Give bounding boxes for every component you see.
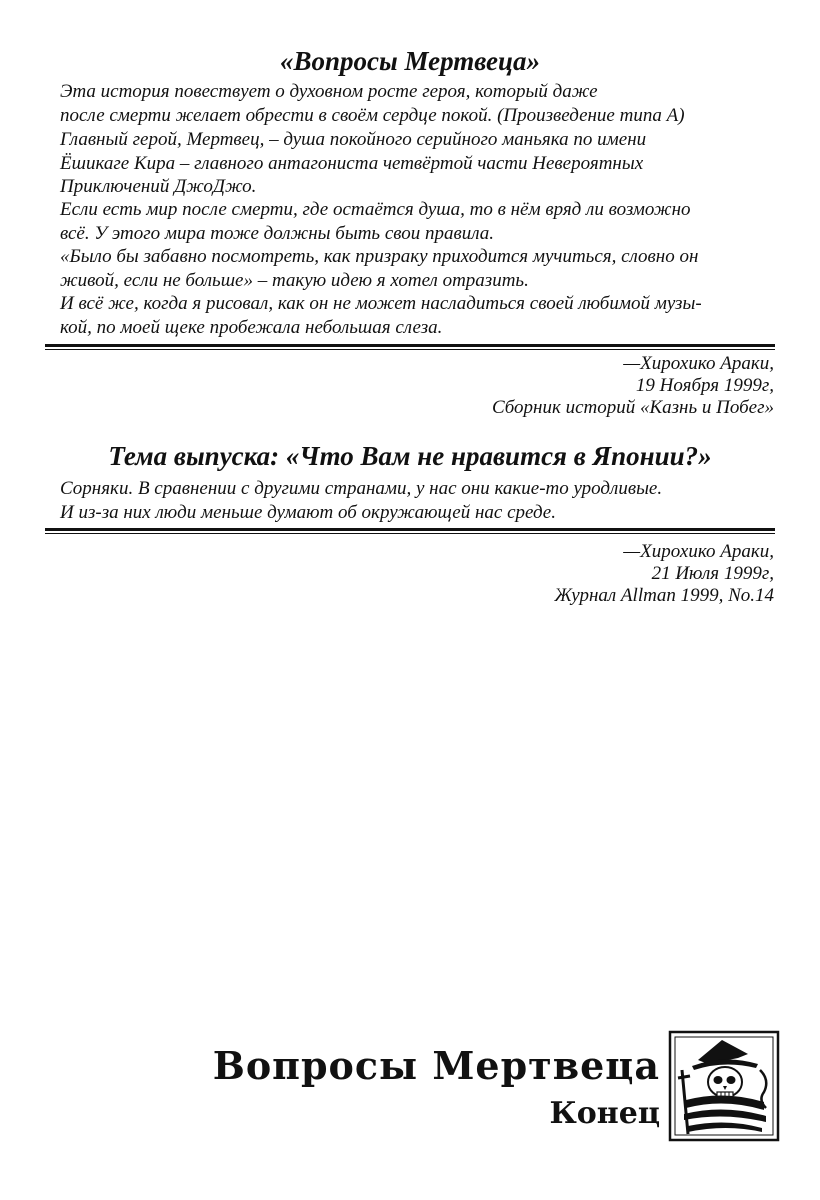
paragraph-4: «Было бы забавно посмотреть, как призраку приходится мучиться, словно он живой, если не больше» – такую идею я хотел отразить. — [60, 246, 699, 291]
paragraph-3: Если есть мир после смерти, где остаётся душа, то в нём вряд ли возможно всё. У этого мира тоже должны быть свои правила. — [60, 199, 691, 244]
signature-block — [492, 353, 774, 419]
signature-block — [554, 541, 774, 607]
issue-theme-title: Тема выпуска: «Что Вам не нравится в Японии?» — [108, 441, 712, 471]
paragraph-5: И всё же, когда я рисовал, как он не может насладиться своей любимой музы- кой, по моей щеке пробежала небольшая слеза. — [60, 293, 702, 338]
skull-emblem-icon — [668, 1030, 780, 1142]
ending-title: Вопросы Мертвеца — [212, 1043, 660, 1088]
signature-author: —Хирохико Араки, — [623, 353, 774, 374]
ending-subtitle: Конец — [549, 1096, 660, 1131]
signature-source: Журнал Allman 1999, No.14 — [554, 585, 774, 606]
signature-author: —Хирохико Араки, — [623, 541, 774, 562]
divider-rule — [45, 344, 775, 350]
paragraph-1: Эта история повествует о духовном росте героя, который даже после смерти желает обрести в своём сердце покой. (Произведение типа А) — [60, 81, 685, 126]
signature-date: 19 Ноября 1999г, — [635, 375, 774, 396]
signature-source: Сборник историй «Казнь и Побег» — [491, 397, 774, 418]
theme-paragraph: Сорняки. В сравнении с другими странами, у нас они какие-то уродливые. И из-за них люди меньше думают об окружающей нас среде. — [60, 478, 663, 523]
paragraph-2: Главный герой, Мертвец, – душа покойного серийного маньяка по имени Ёшикаге Кира – главного антагониста четвёртой части Невероятных Приключений ДжоДжо. — [60, 129, 647, 197]
divider-rule — [45, 528, 775, 534]
ending-block — [212, 1030, 780, 1150]
story-title: «Вопросы Мертвеца» — [280, 46, 540, 76]
signature-date: 21 Июля 1999г, — [651, 563, 774, 584]
